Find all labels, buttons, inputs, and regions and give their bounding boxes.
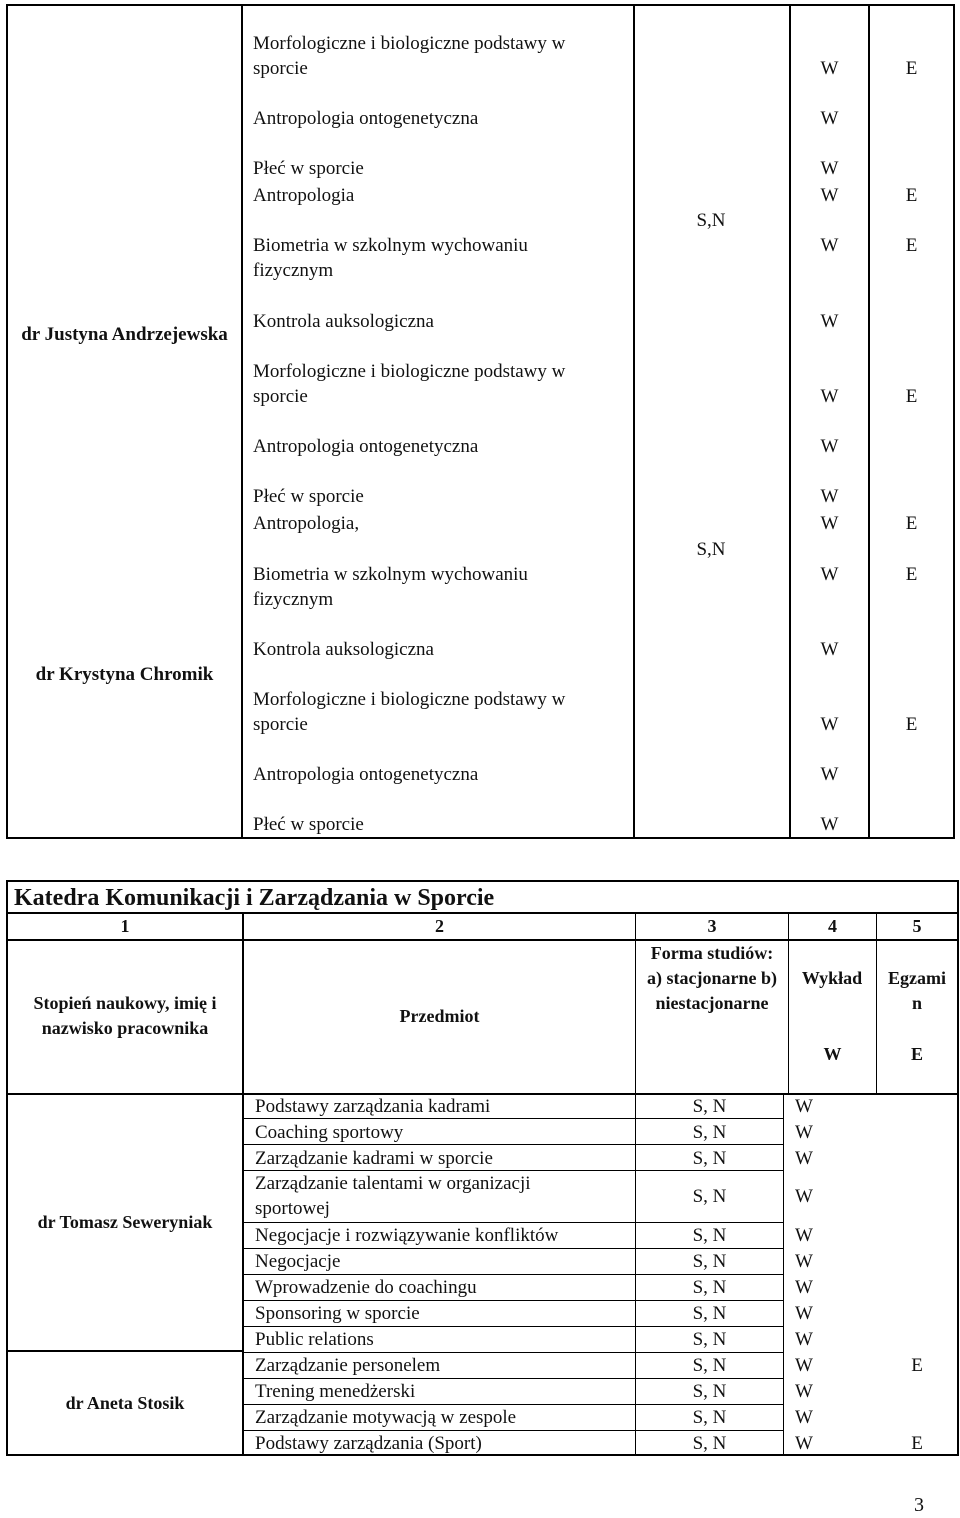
subject: Wprowadzenie do coachingu [255, 1277, 477, 1298]
study-form: S, N [692, 1122, 727, 1143]
subject: Zarządzanie kadrami w sporcie [255, 1148, 493, 1169]
lecture-mark: W [795, 1277, 813, 1298]
subject: Zarządzanie motywacją w zespole [255, 1407, 517, 1428]
lecture-mark: W [820, 108, 839, 129]
lecture-mark: W [795, 1381, 813, 1402]
lecture-mark: W [795, 1122, 813, 1143]
study-form: S, N [692, 1186, 727, 1207]
study-form: S, N [692, 1355, 727, 1376]
study-form: S, N [692, 1096, 727, 1117]
header-study-form: Forma studiów: a) stacjonarne b) niestacjonarne [647, 943, 777, 1013]
subject: Antropologia [253, 185, 355, 206]
lecture-mark: W [820, 814, 839, 835]
column-number: 1 [120, 916, 130, 936]
subject: Coaching sportowy [255, 1122, 404, 1143]
lecture-mark: W [820, 436, 839, 457]
subject: Morfologiczne i biologiczne podstawy w sporcie [253, 689, 566, 735]
column-number: 3 [707, 916, 717, 936]
study-form: S, N [692, 1225, 727, 1246]
subject: Płeć w sporcie [253, 158, 364, 179]
lecture-mark: W [820, 311, 839, 332]
person-name: dr Justyna Andrzejewska [21, 324, 228, 345]
subject: Podstawy zarządzania kadrami [255, 1096, 491, 1117]
lecture-mark: W [820, 486, 839, 507]
exam-mark: E [905, 58, 918, 79]
subject: Sponsoring w sporcie [255, 1303, 420, 1324]
exam-mark: E [905, 513, 918, 534]
subject: Zarządzanie talentami w organizacji sportowej [255, 1173, 531, 1219]
lecture-mark: W [820, 58, 839, 79]
exam-mark: E [905, 185, 918, 206]
lecture-mark: W [820, 513, 839, 534]
column-number: 5 [912, 916, 922, 936]
subject: Public relations [255, 1329, 374, 1350]
subject: Antropologia, [253, 513, 360, 534]
header-person: Stopień naukowy, imię i nazwisko pracownika [33, 993, 217, 1038]
column-number: 4 [828, 916, 837, 936]
study-form: S,N [696, 539, 726, 560]
subject: Kontrola auksologiczna [253, 639, 434, 660]
subject: Negocjacje [255, 1251, 341, 1272]
lecture-mark: W [820, 564, 839, 585]
study-form: S, N [692, 1148, 727, 1169]
exam-mark: E [905, 386, 918, 407]
study-form: S, N [692, 1381, 727, 1402]
department-title: Katedra Komunikacji i Zarządzania w Sporcie [14, 885, 495, 911]
subject: Płeć w sporcie [253, 486, 364, 507]
subject: Morfologiczne i biologiczne podstawy w sporcie [253, 361, 566, 407]
lecture-mark: W [795, 1355, 813, 1376]
study-form: S, N [692, 1277, 727, 1298]
study-form: S, N [692, 1407, 727, 1428]
study-form: S, N [692, 1433, 727, 1454]
subject: Podstawy zarządzania (Sport) [255, 1433, 482, 1454]
header-exam: Egzamin [888, 968, 946, 1013]
lecture-mark: W [795, 1329, 813, 1350]
header-lecture: Wykład [801, 968, 863, 988]
study-form: S, N [692, 1329, 727, 1350]
header-lecture-letter: W [823, 1044, 842, 1064]
lecture-mark: W [820, 639, 839, 660]
subject: Biometria w szkolnym wychowaniu fizycznym [253, 564, 528, 610]
exam-mark: E [911, 1355, 923, 1376]
column-number: 2 [435, 916, 444, 936]
subject: Antropologia ontogenetyczna [253, 108, 479, 129]
lecture-mark: W [820, 386, 839, 407]
lecture-mark: W [795, 1148, 813, 1169]
lecture-mark: W [795, 1096, 813, 1117]
subject: Kontrola auksologiczna [253, 311, 434, 332]
lecture-mark: W [795, 1303, 813, 1324]
exam-mark: E [911, 1433, 923, 1454]
person-name: dr Krystyna Chromik [35, 664, 214, 685]
subject: Płeć w sporcie [253, 814, 364, 835]
person-name: dr Aneta Stosik [65, 1393, 185, 1413]
lecture-mark: W [820, 714, 839, 735]
lecture-mark: W [795, 1251, 813, 1272]
exam-mark: E [905, 235, 918, 256]
lecture-mark: W [795, 1186, 813, 1207]
study-form: S, N [692, 1251, 727, 1272]
exam-mark: E [905, 564, 918, 585]
lecture-mark: W [795, 1407, 813, 1428]
lecture-mark: W [820, 158, 839, 179]
page-number: 3 [914, 1494, 924, 1516]
subject: Antropologia ontogenetyczna [253, 764, 479, 785]
subject: Morfologiczne i biologiczne podstawy w sporcie [253, 33, 566, 79]
lecture-mark: W [795, 1225, 813, 1246]
study-form: S, N [692, 1303, 727, 1324]
lecture-mark: W [820, 185, 839, 206]
person-name: dr Tomasz Seweryniak [37, 1212, 213, 1232]
header-subject: Przedmiot [399, 1006, 480, 1026]
lecture-mark: W [795, 1433, 813, 1454]
lecture-mark: W [820, 235, 839, 256]
subject: Trening menedżerski [255, 1381, 416, 1402]
subject: Negocjacje i rozwiązywanie konfliktów [255, 1225, 559, 1246]
lecture-mark: W [820, 764, 839, 785]
subject: Antropologia ontogenetyczna [253, 436, 479, 457]
study-form: S,N [696, 210, 726, 231]
exam-mark: E [905, 714, 918, 735]
subject: Zarządzanie personelem [255, 1355, 441, 1376]
header-exam-letter: E [910, 1044, 923, 1064]
subject: Biometria w szkolnym wychowaniu fizycznym [253, 235, 528, 281]
